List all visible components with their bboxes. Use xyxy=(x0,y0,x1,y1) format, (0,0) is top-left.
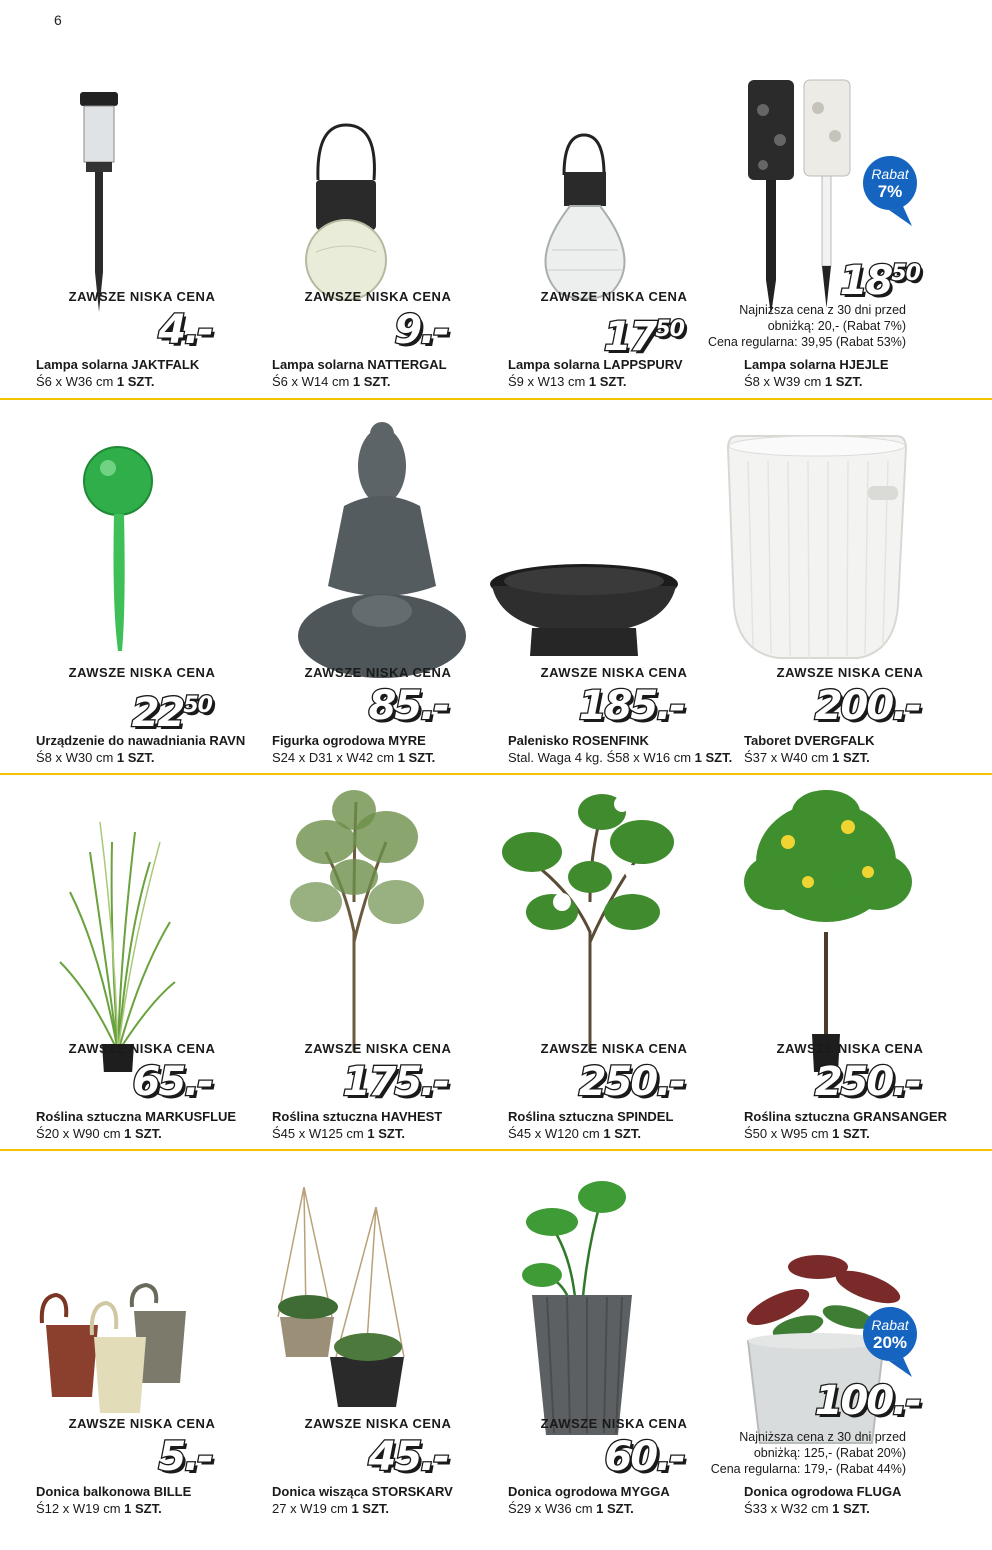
grey-planter-icon xyxy=(472,1157,708,1447)
note-line: obniżką: 125,- (Rabat 20%) xyxy=(753,1446,906,1460)
product-name: Lampa solarna NATTERGAL xyxy=(272,357,447,372)
price-main: 45.- xyxy=(368,1434,448,1480)
price-main: 5.- xyxy=(158,1434,212,1480)
price-main: 17 xyxy=(603,314,656,360)
price-history-note xyxy=(708,302,906,350)
dimensions-text: Ś45 x W125 cm xyxy=(272,1126,368,1141)
price-main: 85.- xyxy=(368,683,448,729)
price-tag xyxy=(814,1059,920,1105)
product-card xyxy=(472,1157,708,1533)
note-line: obniżką: 20,- (Rabat 7%) xyxy=(767,319,906,333)
dimensions-text: Stal. Waga 4 kg. Ś58 x W16 cm xyxy=(508,750,695,765)
product-card xyxy=(236,406,472,782)
price-fraction: 50 xyxy=(183,693,212,718)
lemon-tree-icon xyxy=(708,782,944,1072)
price-main: 65.- xyxy=(132,1059,212,1105)
balcony-pots-icon xyxy=(0,1157,236,1447)
price-main: 18 xyxy=(839,258,892,304)
hanging-glass-solar-lamp-icon xyxy=(472,30,708,320)
badge-percent: 20% xyxy=(872,1333,908,1352)
dimensions-text: S24 x D31 x W42 cm xyxy=(272,750,398,765)
product-card xyxy=(708,1157,944,1533)
dimensions-text: Ś9 x W13 cm xyxy=(508,374,589,389)
page-number: 6 xyxy=(54,12,62,28)
product-dimensions xyxy=(744,374,863,389)
ribbed-stool-icon xyxy=(708,406,944,696)
price-tag xyxy=(368,1434,448,1480)
product-name: Roślina sztuczna GRANSANGER xyxy=(744,1109,947,1124)
discount-badge xyxy=(862,154,922,224)
price-tag xyxy=(578,1059,684,1105)
product-name: Lampa solarna LAPPSPURV xyxy=(508,357,683,372)
low-price-label: ZAWSZE NISKA CENA xyxy=(68,1041,216,1056)
dimensions-text: Ś29 x W36 cm xyxy=(508,1501,597,1516)
note-line: Cena regularna: 39,95 (Rabat 53%) xyxy=(707,335,906,349)
price-main: 175.- xyxy=(342,1059,448,1105)
low-price-label: ZAWSZE NISKA CENA xyxy=(68,1416,216,1431)
price-tag xyxy=(158,1434,212,1480)
dimensions-text: Ś6 x W14 cm xyxy=(272,374,353,389)
product-dimensions xyxy=(36,1126,162,1141)
quantity-text: 1 SZT. xyxy=(588,374,627,389)
price-main: 60.- xyxy=(604,1434,684,1480)
quantity-text: 1 SZT. xyxy=(397,750,436,765)
price-main: 4.- xyxy=(158,307,212,353)
discount-badge xyxy=(862,1305,922,1375)
fire-bowl-icon xyxy=(472,406,708,696)
low-price-label: ZAWSZE NISKA CENA xyxy=(304,1041,452,1056)
low-price-label: ZAWSZE NISKA CENA xyxy=(540,1041,688,1056)
hanging-solar-ball-lamp-icon xyxy=(236,30,472,320)
low-price-label: ZAWSZE NISKA CENA xyxy=(540,289,688,304)
watering-globe-icon xyxy=(0,406,236,696)
price-tag xyxy=(578,683,684,729)
price-main: 22 xyxy=(131,690,184,736)
product-name: Donica wisząca STORSKARV xyxy=(272,1484,453,1499)
quantity-text: 1 SZT. xyxy=(832,750,870,765)
price-tag xyxy=(814,683,920,729)
product-dimensions xyxy=(36,374,155,389)
note-line: Cena regularna: 179,- (Rabat 44%) xyxy=(710,1462,906,1476)
price-history-note xyxy=(711,1429,906,1477)
dimensions-text: Ś12 x W19 cm xyxy=(36,1501,125,1516)
product-card xyxy=(0,30,236,406)
price-tag xyxy=(603,310,684,360)
price-main: 185.- xyxy=(578,683,684,729)
badge-percent: 7% xyxy=(877,182,903,201)
badge-label: Rabat xyxy=(871,166,909,182)
low-price-label: ZAWSZE NISKA CENA xyxy=(68,289,216,304)
product-card xyxy=(472,406,733,782)
price-tag xyxy=(342,1059,448,1105)
product-name: Donica ogrodowa MYGGA xyxy=(508,1484,670,1499)
dimensions-text: Ś37 x W40 cm xyxy=(744,750,833,765)
product-card xyxy=(708,30,944,406)
quantity-text: 1 SZT. xyxy=(832,1126,870,1141)
product-name: Donica balkonowa BILLE xyxy=(36,1484,192,1499)
price-fraction: 50 xyxy=(891,261,920,286)
product-card xyxy=(236,782,472,1158)
low-price-label: ZAWSZE NISKA CENA xyxy=(540,665,688,680)
quantity-text: 1 SZT. xyxy=(824,374,863,389)
product-name: Lampa solarna HJEJLE xyxy=(744,357,889,372)
quantity-text: 1 SZT. xyxy=(694,750,733,765)
low-price-label: ZAWSZE NISKA CENA xyxy=(540,1416,688,1431)
product-dimensions xyxy=(36,1501,162,1516)
quantity-text: 1 SZT. xyxy=(124,1501,162,1516)
product-dimensions xyxy=(508,750,732,765)
quantity-text: 1 SZT. xyxy=(832,1501,870,1516)
olive-tree-icon xyxy=(236,782,472,1072)
product-dimensions xyxy=(744,1126,870,1141)
product-dimensions xyxy=(508,1501,634,1516)
price-main: 250.- xyxy=(814,1059,920,1105)
dimensions-text: Ś20 x W90 cm xyxy=(36,1126,125,1141)
product-dimensions xyxy=(508,374,627,389)
dimensions-text: Ś8 x W39 cm xyxy=(744,374,825,389)
product-dimensions xyxy=(272,1501,389,1516)
low-price-label: ZAWSZE NISKA CENA xyxy=(776,1041,924,1056)
price-tag xyxy=(132,1059,212,1105)
low-price-label: ZAWSZE NISKA CENA xyxy=(304,1416,452,1431)
product-dimensions xyxy=(272,750,435,765)
low-price-label: ZAWSZE NISKA CENA xyxy=(304,289,452,304)
product-card xyxy=(236,30,472,406)
product-dimensions xyxy=(272,374,391,389)
product-card xyxy=(472,30,708,406)
dimensions-text: Ś6 x W36 cm xyxy=(36,374,117,389)
product-card xyxy=(236,1157,472,1533)
dimensions-text: 27 x W19 cm xyxy=(272,1501,352,1516)
dimensions-text: Ś8 x W30 cm xyxy=(36,750,117,765)
price-main: 200.- xyxy=(814,683,920,729)
product-dimensions xyxy=(36,750,155,765)
low-price-label: ZAWSZE NISKA CENA xyxy=(304,665,452,680)
buddha-figure-icon xyxy=(236,406,472,696)
price-tag xyxy=(131,686,212,736)
quantity-text: 1 SZT. xyxy=(352,374,391,389)
product-name: Donica ogrodowa FLUGA xyxy=(744,1484,902,1499)
product-card xyxy=(0,782,236,1158)
product-card xyxy=(708,406,944,782)
product-name: Figurka ogrodowa MYRE xyxy=(272,733,426,748)
low-price-label: ZAWSZE NISKA CENA xyxy=(68,665,216,680)
hanging-baskets-icon xyxy=(236,1157,472,1447)
product-name: Roślina sztuczna HAVHEST xyxy=(272,1109,443,1124)
price-tag xyxy=(604,1434,684,1480)
quantity-text: 1 SZT. xyxy=(116,750,155,765)
badge-label: Rabat xyxy=(871,1317,909,1333)
price-main: 9.- xyxy=(394,307,448,353)
product-name: Palenisko ROSENFINK xyxy=(508,733,649,748)
product-card xyxy=(708,782,947,1158)
product-card xyxy=(0,1157,236,1533)
dimensions-text: Ś33 x W32 cm xyxy=(744,1501,833,1516)
price-tag xyxy=(394,307,448,353)
product-name: Taboret DVERGFALK xyxy=(744,733,875,748)
price-tag xyxy=(839,254,920,304)
product-dimensions xyxy=(272,1126,405,1141)
price-tag xyxy=(158,307,212,353)
price-fraction: 50 xyxy=(655,317,684,342)
product-name: Lampa solarna JAKTFALK xyxy=(36,357,200,372)
product-dimensions xyxy=(744,750,870,765)
magnolia-tree-icon xyxy=(472,782,708,1072)
note-line: Najniższa cena z 30 dni przed xyxy=(739,1430,906,1444)
dimensions-text: Ś50 x W95 cm xyxy=(744,1126,833,1141)
dimensions-text: Ś45 x W120 cm xyxy=(508,1126,604,1141)
product-card xyxy=(472,782,708,1158)
price-main: 100.- xyxy=(814,1378,920,1424)
grass-plant-icon xyxy=(0,782,236,1072)
note-line: Najniższa cena z 30 dni przed xyxy=(739,303,906,317)
product-name: Roślina sztuczna SPINDEL xyxy=(508,1109,674,1124)
product-name: Roślina sztuczna MARKUSFLUE xyxy=(36,1109,237,1124)
quantity-text: 1 SZT. xyxy=(603,1126,641,1141)
quantity-text: 1 SZT. xyxy=(116,374,155,389)
price-tag xyxy=(368,683,448,729)
product-card xyxy=(0,406,246,782)
solar-stake-lamp-icon xyxy=(0,30,236,320)
price-tag xyxy=(814,1378,920,1424)
low-price-label: ZAWSZE NISKA CENA xyxy=(776,665,924,680)
quantity-text: 1 SZT. xyxy=(596,1501,634,1516)
quantity-text: 1 SZT. xyxy=(124,1126,162,1141)
quantity-text: 1 SZT. xyxy=(367,1126,405,1141)
quantity-text: 1 SZT. xyxy=(351,1501,390,1516)
product-dimensions xyxy=(508,1126,641,1141)
product-dimensions xyxy=(744,1501,870,1516)
price-main: 250.- xyxy=(578,1059,684,1105)
product-name: Urządzenie do nawadniania RAVN xyxy=(36,733,246,748)
